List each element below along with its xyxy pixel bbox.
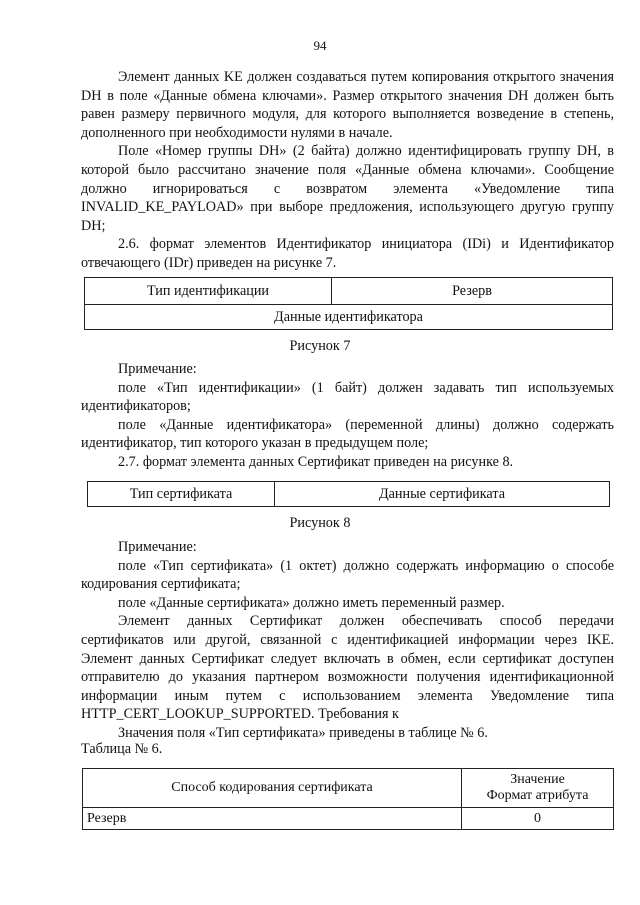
paragraph-2-7: 2.7. формат элемента данных Сертификат приведен на рисунке 8. <box>118 453 514 470</box>
paragraph-2-6: 2.6. формат элементов Идентификатор инициатора (IDi) и Идентификатор отвечающего (IDr) приведен на рисунке 7. <box>81 236 614 271</box>
paragraph-cert-element: Элемент данных Сертификат должен обеспечивать способ передачи сертификатов или другой, связанной с идентификацией информации через IKE. Элемент данных Сертификат следует включать в обмен, если сертификат доступен отправителю до указания партнером возможности получения идентификационной информации иным путем с использованием элемента Уведомление типа HTTP_CERT_LOOKUP_SUPPORTED. Требования к <box>81 613 614 723</box>
table-6-header-method: Способ кодирования сертификата <box>171 780 373 795</box>
paragraph-cert-data: поле «Данные сертификата» должно иметь переменный размер. <box>118 594 505 611</box>
table-6-cell-method: Резерв <box>87 811 127 826</box>
cert-type-cell: Тип сертификата <box>129 485 233 502</box>
text-block-1 <box>81 68 614 273</box>
table-6-label: Таблица № 6. <box>81 741 163 757</box>
figure-7-row-2 <box>85 304 612 330</box>
cert-data-cell: Данные сертификата <box>274 482 609 506</box>
figure-7-row-1 <box>85 278 612 304</box>
table-6-header-row <box>83 769 613 807</box>
id-type-cell: Тип идентификации <box>146 282 270 299</box>
text-block-2 <box>81 360 614 472</box>
table-6 <box>82 768 614 830</box>
reserved-cell: Резерв <box>331 278 612 304</box>
text-block-3 <box>81 538 614 743</box>
paragraph-table-ref: Значения поля «Тип сертификата» приведены в таблице № 6. <box>118 724 488 741</box>
table-6-header-value <box>461 769 613 807</box>
note-label-2: Примечание: <box>118 539 197 555</box>
paragraph-id-type: поле «Тип идентификации» (1 байт) должен задавать тип используемых идентификаторов; <box>81 379 614 415</box>
table-6-header-value-line1: Значение <box>510 772 565 787</box>
figure-8-row <box>88 482 609 506</box>
paragraph-cert-type: поле «Тип сертификата» (1 октет) должно содержать информацию о способе кодирования сертификата; <box>81 557 614 593</box>
table-row <box>83 807 613 830</box>
figure-8-caption: Рисунок 8 <box>289 515 351 531</box>
note-label-1: Примечание: <box>118 361 197 377</box>
page-number: 94 <box>313 38 327 53</box>
table-6-cell-value: 0 <box>461 808 613 830</box>
paragraph-id-data: поле «Данные идентификатора» (переменной длины) должно содержать идентификатор, тип которого указан в предыдущем поле; <box>81 416 614 452</box>
figure-7-table <box>84 277 613 330</box>
figure-8-table <box>87 481 610 507</box>
paragraph-ke-data: Элемент данных KE должен создаваться путем копирования открытого значения DH в поле «Данные обмена ключами». Размер открытого значения DH должен быть равен размеру первичного модуля, для которого выполняется возведение в степень, дополненного при необходимости нулями в начале. <box>81 69 614 141</box>
id-data-cell: Данные идентификатора <box>274 309 423 325</box>
figure-7-caption: Рисунок 7 <box>289 338 351 354</box>
table-6-header-value-line2: Формат атрибута <box>486 788 589 803</box>
paragraph-dh-group: Поле «Номер группы DH» (2 байта) должно идентифицировать группу DH, в которой было рассчитано значение поля «Данные обмена ключами». Сообщение должно игнорироваться с возвратом элемента «Уведомление типа INVALID_KE_PAYLOAD» при выборе предложения, использующего другую группу DH; <box>81 143 614 234</box>
